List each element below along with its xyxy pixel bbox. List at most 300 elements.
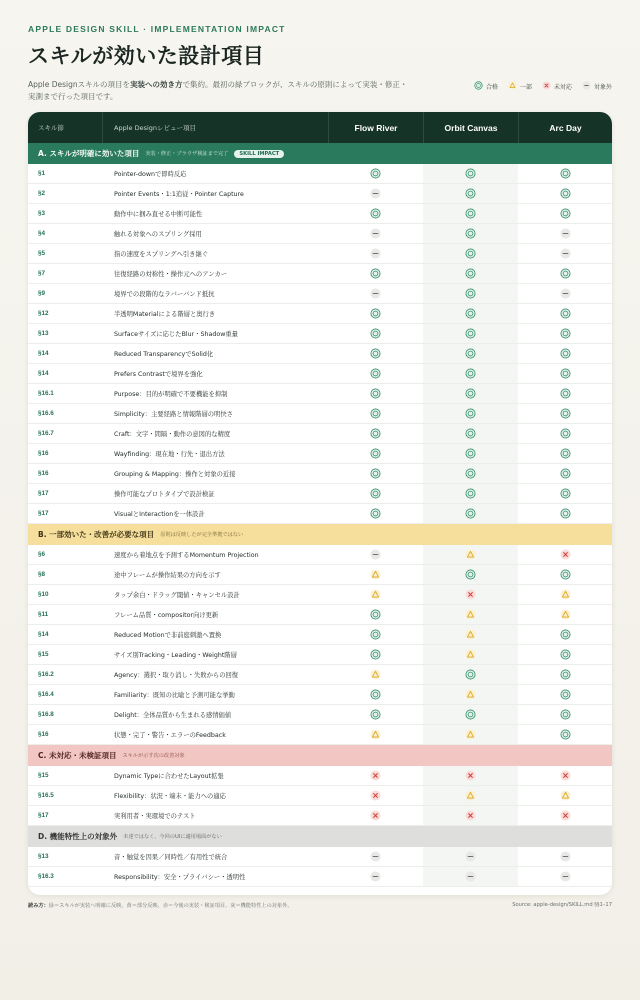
pass-circle-icon (560, 569, 571, 580)
status-cell (328, 625, 423, 644)
status-cell (328, 424, 423, 443)
review-item: 指の速度をスプリングへ引き継ぐ (114, 251, 209, 258)
pass-circle-icon (370, 649, 381, 660)
table-row (28, 725, 612, 745)
section-title: D. 機能特性上の対象外 (38, 832, 118, 841)
fail-cross-icon (560, 549, 571, 560)
review-item: 往復経路の対称性・操作元へのアンカー (114, 271, 228, 278)
status-cell (518, 605, 612, 624)
pass-circle-icon (560, 308, 571, 319)
review-item: Familiarity：既知の比喩と予測可能な挙動 (114, 692, 235, 699)
status-cell (328, 545, 423, 564)
not-applicable-dash-icon (560, 228, 571, 239)
status-cell (423, 645, 518, 664)
pass-circle-icon (370, 709, 381, 720)
pass-circle-icon (560, 348, 571, 359)
review-item: Surfaceサイズに応じたBlur・Shadow重量 (114, 331, 238, 338)
status-cell (328, 364, 423, 383)
pass-circle-icon (560, 328, 571, 339)
skill-section: §16.5 (38, 792, 54, 799)
pass-circle-icon (465, 248, 476, 259)
pass-circle-icon (370, 508, 381, 519)
review-item: Flexibility：状況・端末・能力への適応 (114, 793, 226, 800)
review-item: 途中フレームが操作結果の方向を示す (114, 572, 221, 579)
pass-circle-icon (465, 288, 476, 299)
table-row (28, 705, 612, 725)
status-cell (518, 184, 612, 203)
status-cell (423, 705, 518, 724)
table-row (28, 545, 612, 565)
status-cell (328, 786, 423, 805)
skill-section: §13 (38, 853, 49, 860)
review-item: タップ余白・ドラッグ閾値・キャンセル設計 (114, 592, 240, 599)
pass-circle-icon (370, 689, 381, 700)
status-cell (328, 847, 423, 866)
pass-circle-icon (465, 228, 476, 239)
skill-section: §7 (38, 270, 46, 277)
footer-note-text: 緑＝スキルが実装へ明確に反映、黄＝部分反映、赤＝今後の実装・検証項目、灰＝機能特性上の対象外。 (48, 903, 293, 909)
pass-circle-icon (465, 348, 476, 359)
partial-triangle-icon (560, 790, 571, 801)
status-cell (423, 565, 518, 584)
table-row (28, 324, 612, 344)
partial-triangle-icon (370, 569, 381, 580)
table-row (28, 244, 612, 264)
status-cell (518, 847, 612, 866)
section-header-a (28, 143, 612, 164)
skill-section: §3 (38, 210, 46, 217)
status-cell (423, 444, 518, 463)
partial-triangle-icon (370, 669, 381, 680)
status-cell (518, 224, 612, 243)
status-cell (423, 665, 518, 684)
status-cell (423, 867, 518, 886)
pass-circle-icon (465, 308, 476, 319)
status-cell (518, 324, 612, 343)
table-row (28, 464, 612, 484)
table-row (28, 605, 612, 625)
footer-note-label: 読み方： (28, 903, 49, 909)
table-row (28, 224, 612, 244)
status-cell (328, 164, 423, 183)
status-cell (328, 304, 423, 323)
not-applicable-dash-icon (370, 288, 381, 299)
review-item: 境界での段階的なラバーバンド抵抗 (114, 291, 215, 298)
pass-circle-icon (560, 388, 571, 399)
review-item: Responsibility：安全・プライバシー・透明性 (114, 874, 246, 881)
skill-section: §14 (38, 370, 49, 377)
status-cell (328, 384, 423, 403)
not-applicable-dash-icon (560, 288, 571, 299)
not-applicable-dash-icon (560, 248, 571, 259)
status-cell (518, 766, 612, 785)
legend (474, 81, 612, 92)
pass-circle-icon (370, 468, 381, 479)
legend-item-na (582, 81, 612, 92)
status-cell (518, 645, 612, 664)
section-subtitle: 原則は反映したが完全準拠ではない (160, 532, 244, 538)
legend-label: 対象外 (593, 84, 612, 91)
status-cell (328, 705, 423, 724)
pass-circle-icon (474, 81, 483, 92)
table-row (28, 304, 612, 324)
status-cell (423, 224, 518, 243)
status-cell (423, 605, 518, 624)
table-row (28, 184, 612, 204)
status-cell (423, 184, 518, 203)
fail-cross-icon (560, 770, 571, 781)
fail-cross-icon (465, 770, 476, 781)
partial-triangle-icon (465, 790, 476, 801)
column-header-orbit-canvas: Orbit Canvas (423, 112, 518, 143)
description-post: で集約。最初の緑ブロックが、スキルの原則によって実装・修正・実測まで行った項目です。 (28, 80, 408, 101)
review-item: 状態・完了・警告・エラーのFeedback (114, 732, 226, 739)
pass-circle-icon (370, 168, 381, 179)
status-cell (328, 725, 423, 744)
table-row (28, 164, 612, 184)
fail-cross-icon (465, 810, 476, 821)
table-row (28, 766, 612, 786)
status-cell (423, 585, 518, 604)
pass-circle-icon (465, 428, 476, 439)
table-row (28, 504, 612, 524)
not-applicable-dash-icon (370, 188, 381, 199)
partial-triangle-icon (465, 549, 476, 560)
skill-section: §16.4 (38, 691, 54, 698)
pass-circle-icon (465, 188, 476, 199)
status-cell (423, 284, 518, 303)
status-cell (423, 404, 518, 423)
review-item: Agency：選択・取り消し・失敗からの回復 (114, 672, 239, 679)
pass-circle-icon (560, 168, 571, 179)
review-item: Purpose：目的が明確で不要機能を抑制 (114, 391, 228, 398)
review-item: Prefers Contrastで境界を強化 (114, 371, 203, 378)
table-row (28, 625, 612, 645)
partial-triangle-icon (465, 629, 476, 640)
skill-section: §4 (38, 230, 46, 237)
section-badge: SKILL IMPACT (234, 150, 284, 158)
status-cell (518, 725, 612, 744)
status-cell (518, 204, 612, 223)
skill-section: §16 (38, 450, 49, 457)
status-cell (328, 324, 423, 343)
not-applicable-dash-icon (465, 851, 476, 862)
skill-section: §2 (38, 190, 46, 197)
section-title: A. スキルが明確に効いた項目 (38, 149, 140, 158)
skill-section: §14 (38, 631, 49, 638)
partial-triangle-icon (465, 609, 476, 620)
page-title: スキルが効いた設計項目 (28, 44, 265, 68)
partial-triangle-icon (560, 609, 571, 620)
review-item: 触れる対象へのスプリング採用 (114, 231, 202, 238)
status-cell (328, 464, 423, 483)
table-row (28, 344, 612, 364)
section-subtitle: 未達ではなく、今回のUIに適用場面がない (123, 834, 222, 840)
pass-circle-icon (370, 348, 381, 359)
status-cell (518, 665, 612, 684)
status-cell (518, 786, 612, 805)
status-cell (423, 324, 518, 343)
skill-section: §14 (38, 350, 49, 357)
footer (28, 902, 612, 909)
pass-circle-icon (465, 448, 476, 459)
skill-section: §17 (38, 812, 49, 819)
pass-circle-icon (560, 468, 571, 479)
pass-circle-icon (370, 208, 381, 219)
review-item: Simplicity：主要経路と情報階層の明快さ (114, 411, 233, 418)
skill-section: §15 (38, 651, 49, 658)
status-cell (328, 344, 423, 363)
status-cell (518, 565, 612, 584)
legend-item-pass (474, 81, 498, 92)
status-cell (423, 204, 518, 223)
status-cell (423, 304, 518, 323)
review-item: 速度から着地点を予測するMomentum Projection (114, 552, 259, 559)
pass-circle-icon (465, 569, 476, 580)
legend-item-fail (542, 81, 572, 92)
skill-section: §17 (38, 490, 49, 497)
status-cell (423, 364, 518, 383)
skill-section: §1 (38, 170, 46, 177)
review-item: VisualとInteractionを一体設計 (114, 511, 205, 518)
status-cell (518, 424, 612, 443)
fail-cross-icon (370, 770, 381, 781)
status-cell (518, 504, 612, 523)
pass-circle-icon (560, 729, 571, 740)
not-applicable-dash-icon (560, 871, 571, 882)
table-row (28, 404, 612, 424)
status-cell (518, 585, 612, 604)
table-row (28, 847, 612, 867)
skill-section: §16.2 (38, 671, 54, 678)
pass-circle-icon (465, 328, 476, 339)
description (28, 79, 408, 103)
skill-section: §10 (38, 591, 49, 598)
table-row (28, 585, 612, 605)
pass-circle-icon (370, 268, 381, 279)
pass-circle-icon (370, 428, 381, 439)
status-cell (423, 264, 518, 283)
status-cell (518, 625, 612, 644)
status-cell (423, 344, 518, 363)
pass-circle-icon (465, 168, 476, 179)
table-row (28, 867, 612, 887)
status-cell (518, 806, 612, 825)
partial-triangle-icon (465, 729, 476, 740)
status-cell (423, 424, 518, 443)
status-cell (518, 444, 612, 463)
fail-cross-icon (542, 81, 551, 92)
pass-circle-icon (560, 428, 571, 439)
pass-circle-icon (370, 488, 381, 499)
skill-section: §16.1 (38, 390, 54, 397)
status-cell (328, 645, 423, 664)
table-row (28, 444, 612, 464)
legend-label: 一部 (519, 84, 532, 91)
review-item: 操作可能なプロトタイプで設計検証 (114, 491, 215, 498)
section-title: C. 未対応・未検証項目 (38, 751, 117, 760)
section-header-b (28, 524, 612, 545)
status-cell (423, 484, 518, 503)
review-item: Craft：文字・間隔・動作の意図的な精度 (114, 431, 231, 438)
column-header-arc-day: Arc Day (518, 112, 612, 143)
pass-circle-icon (560, 448, 571, 459)
skill-section: §17 (38, 510, 49, 517)
partial-triangle-icon (370, 589, 381, 600)
status-cell (518, 344, 612, 363)
table-row (28, 204, 612, 224)
section-subtitle: 実装・修正・ブラウザ検証まで完了 (145, 151, 229, 157)
status-cell (423, 504, 518, 523)
fail-cross-icon (465, 589, 476, 600)
not-applicable-dash-icon (582, 81, 591, 92)
pass-circle-icon (370, 368, 381, 379)
legend-item-partial (508, 81, 532, 92)
partial-triangle-icon (508, 81, 517, 92)
status-cell (518, 284, 612, 303)
review-item: Delight：全体品質から生まれる感情価値 (114, 712, 232, 719)
status-cell (423, 685, 518, 704)
skill-section: §16.6 (38, 410, 54, 417)
partial-triangle-icon (465, 689, 476, 700)
pass-circle-icon (465, 388, 476, 399)
status-cell (518, 264, 612, 283)
status-cell (328, 204, 423, 223)
skill-section: §12 (38, 310, 49, 317)
pass-circle-icon (370, 328, 381, 339)
status-cell (328, 665, 423, 684)
table-body (28, 143, 612, 887)
status-cell (328, 404, 423, 423)
table-header (28, 112, 612, 143)
table-row (28, 424, 612, 444)
table-row (28, 364, 612, 384)
table-row (28, 264, 612, 284)
table-row (28, 786, 612, 806)
status-cell (423, 244, 518, 263)
pass-circle-icon (370, 609, 381, 620)
skill-section: §11 (38, 611, 49, 618)
review-item: Pointer-downで即時反応 (114, 171, 187, 178)
skill-section: §16 (38, 470, 49, 477)
skill-section: §9 (38, 290, 46, 297)
pass-circle-icon (465, 408, 476, 419)
status-cell (328, 264, 423, 283)
pass-circle-icon (465, 368, 476, 379)
pass-circle-icon (560, 629, 571, 640)
pass-circle-icon (465, 669, 476, 680)
fail-cross-icon (560, 810, 571, 821)
column-header-flow-river: Flow River (328, 112, 423, 143)
review-item: 半透明Materialによる階層と奥行き (114, 311, 216, 318)
not-applicable-dash-icon (370, 871, 381, 882)
not-applicable-dash-icon (560, 851, 571, 862)
status-cell (328, 224, 423, 243)
pass-circle-icon (560, 669, 571, 680)
status-cell (328, 685, 423, 704)
pass-circle-icon (465, 508, 476, 519)
status-cell (518, 545, 612, 564)
skill-section: §16.3 (38, 873, 54, 880)
pass-circle-icon (560, 368, 571, 379)
skill-section: §5 (38, 250, 46, 257)
status-cell (328, 244, 423, 263)
status-cell (328, 484, 423, 503)
not-applicable-dash-icon (370, 248, 381, 259)
skill-section: §6 (38, 551, 46, 558)
section-header-d (28, 826, 612, 847)
not-applicable-dash-icon (370, 549, 381, 560)
status-cell (423, 164, 518, 183)
impact-table (28, 112, 612, 895)
status-cell (423, 545, 518, 564)
status-cell (328, 565, 423, 584)
status-cell (328, 504, 423, 523)
status-cell (328, 766, 423, 785)
table-row (28, 565, 612, 585)
review-item: Wayfinding：現在地・行先・退出方法 (114, 451, 225, 458)
status-cell (423, 806, 518, 825)
pass-circle-icon (560, 649, 571, 660)
status-cell (423, 847, 518, 866)
pass-circle-icon (370, 388, 381, 399)
pass-circle-icon (560, 188, 571, 199)
status-cell (518, 304, 612, 323)
pass-circle-icon (560, 709, 571, 720)
status-cell (518, 404, 612, 423)
skill-section: §13 (38, 330, 49, 337)
not-applicable-dash-icon (370, 851, 381, 862)
status-cell (518, 867, 612, 886)
pass-circle-icon (370, 408, 381, 419)
table-row (28, 284, 612, 304)
pass-circle-icon (465, 709, 476, 720)
table-row (28, 685, 612, 705)
not-applicable-dash-icon (465, 871, 476, 882)
footer-source: Source: apple-design/SKILL.md §§1–17 (512, 902, 612, 908)
review-item: Grouping & Mapping：操作と対象の近接 (114, 471, 236, 478)
status-cell (328, 585, 423, 604)
partial-triangle-icon (465, 649, 476, 660)
fail-cross-icon (370, 790, 381, 801)
pass-circle-icon (465, 208, 476, 219)
table-row (28, 484, 612, 504)
status-cell (518, 364, 612, 383)
pass-circle-icon (560, 268, 571, 279)
eyebrow: APPLE DESIGN SKILL · IMPLEMENTATION IMPACT (28, 24, 286, 34)
column-header-skill: スキル節 (28, 112, 103, 143)
status-cell (328, 867, 423, 886)
status-cell (518, 484, 612, 503)
status-cell (328, 444, 423, 463)
partial-triangle-icon (370, 729, 381, 740)
status-cell (518, 244, 612, 263)
pass-circle-icon (370, 629, 381, 640)
status-cell (328, 284, 423, 303)
skill-section: §8 (38, 571, 46, 578)
table-row (28, 806, 612, 826)
pass-circle-icon (560, 508, 571, 519)
table-row (28, 645, 612, 665)
pass-circle-icon (370, 448, 381, 459)
pass-circle-icon (560, 208, 571, 219)
status-cell (423, 786, 518, 805)
review-item: 音・触覚を因果／同時性／有用性で統合 (114, 854, 228, 861)
column-header-item: Apple Designレビュー項目 (114, 124, 197, 132)
pass-circle-icon (465, 468, 476, 479)
status-cell (423, 766, 518, 785)
review-item: サイズ別Tracking・Leading・Weight階層 (114, 652, 237, 659)
